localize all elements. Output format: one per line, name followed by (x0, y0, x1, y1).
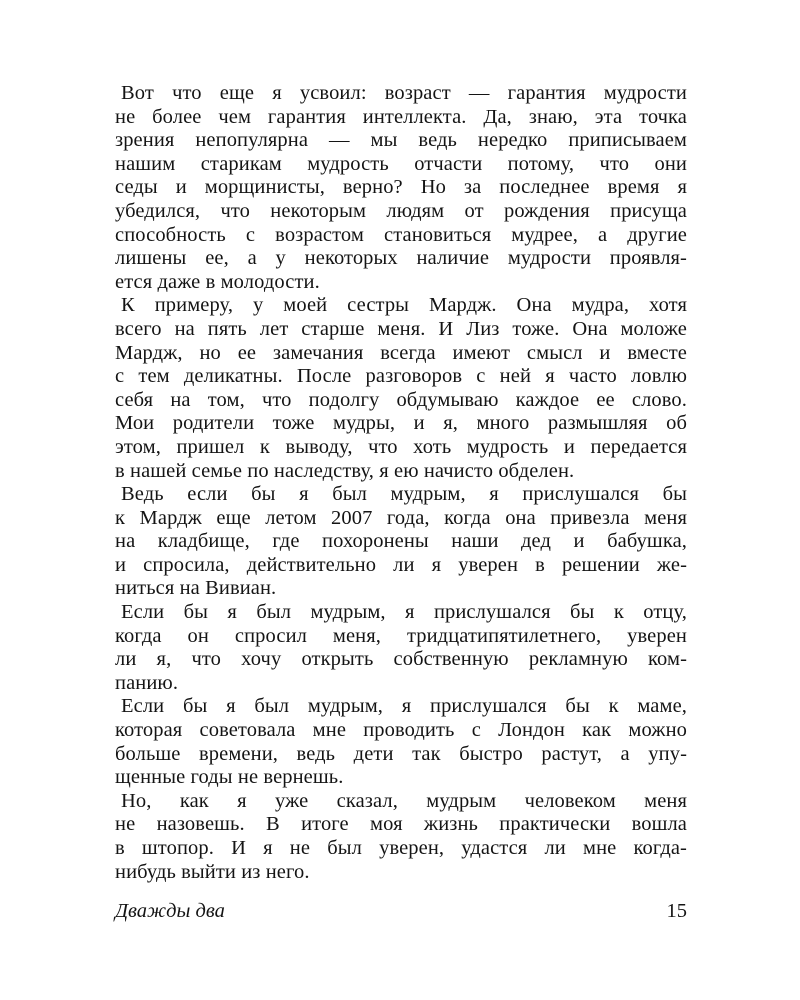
text-line: нибудь выйти из него. (115, 860, 310, 883)
text-line: убедился, что некоторым людям от рождения присуща (115, 199, 687, 222)
text-line: седы и морщинисты, верно? Но за последнее время я (115, 176, 687, 199)
text-line: не назовешь. В итоге моя жизнь практически вошла (115, 813, 687, 836)
text-line: этом, пришел к выводу, что хоть мудрость и передается (115, 435, 687, 458)
text-line: лишены ее, а у некоторых наличие мудрости проявля- (115, 247, 687, 270)
text-line: себя на том, что подолгу обдумываю каждое ее слово. (115, 388, 687, 411)
running-title: Дважды два (115, 900, 225, 922)
page-footer (115, 900, 687, 926)
text-line: Вот что еще я усвоил: возраст — гарантия мудрости (121, 82, 687, 104)
text-line: в нашей семье по наследству, я ею начисто обделен. (115, 459, 575, 482)
paragraph (115, 294, 687, 483)
text-line: Ведь если бы я был мудрым, я прислушался бы (121, 483, 687, 506)
body-text (115, 82, 687, 884)
text-line: которая советовала мне проводить с Лондон как можно (115, 719, 687, 742)
text-line: щенные годы не вернешь. (115, 766, 344, 789)
text-line: Но, как я уже сказал, мудрым человеком меня (121, 789, 687, 812)
text-line: ется даже в молодости. (115, 270, 320, 293)
text-line: панию. (115, 671, 179, 694)
text-line: Если бы я был мудрым, я прислушался бы к отцу, (121, 601, 687, 624)
text-line: ниться на Вивиан. (115, 577, 277, 600)
text-line: Мои родители тоже мудры, и я, много размышляя об (115, 412, 687, 435)
text-line: в штопор. И я не был уверен, удастся ли мне когда- (115, 837, 687, 859)
text-line: больше времени, ведь дети так быстро растут, а упу- (115, 742, 687, 765)
text-line: нашим старикам мудрость отчасти потому, что они (115, 152, 687, 175)
text-line: Если бы я был мудрым, я прислушался бы к маме, (121, 695, 687, 718)
text-line: зрения непопулярна — мы ведь нередко приписываем (115, 129, 687, 152)
text-line: когда он спросил меня, тридцатипятилетнего, уверен (115, 624, 687, 647)
text-line: всего на пять лет старше меня. И Лиз тоже. Она моложе (115, 317, 687, 340)
text-line: на кладбище, где похоронены наши дед и бабушка, (115, 530, 687, 553)
paragraph (115, 695, 687, 789)
text-line: с тем деликатны. После разговоров с ней я часто ловлю (115, 365, 687, 388)
paragraph (115, 82, 687, 294)
paragraph (115, 790, 687, 884)
page-number: 15 (666, 900, 687, 922)
text-line: к Мардж еще летом 2007 года, когда она привезла меня (115, 506, 687, 529)
paragraph (115, 483, 687, 601)
paragraph (115, 601, 687, 695)
text-line: ли я, что хочу открыть собственную рекламную ком- (115, 648, 687, 671)
text-line: не более чем гарантия интеллекта. Да, знаю, эта точка (115, 105, 687, 128)
text-line: К примеру, у моей сестры Мардж. Она мудра, хотя (121, 294, 687, 317)
text-line: и спросила, действительно ли я уверен в решении же- (115, 553, 687, 576)
text-line: способность с возрастом становиться мудрее, а другие (115, 223, 687, 246)
text-line: Мардж, но ее замечания всегда имеют смысл и вместе (115, 341, 687, 364)
